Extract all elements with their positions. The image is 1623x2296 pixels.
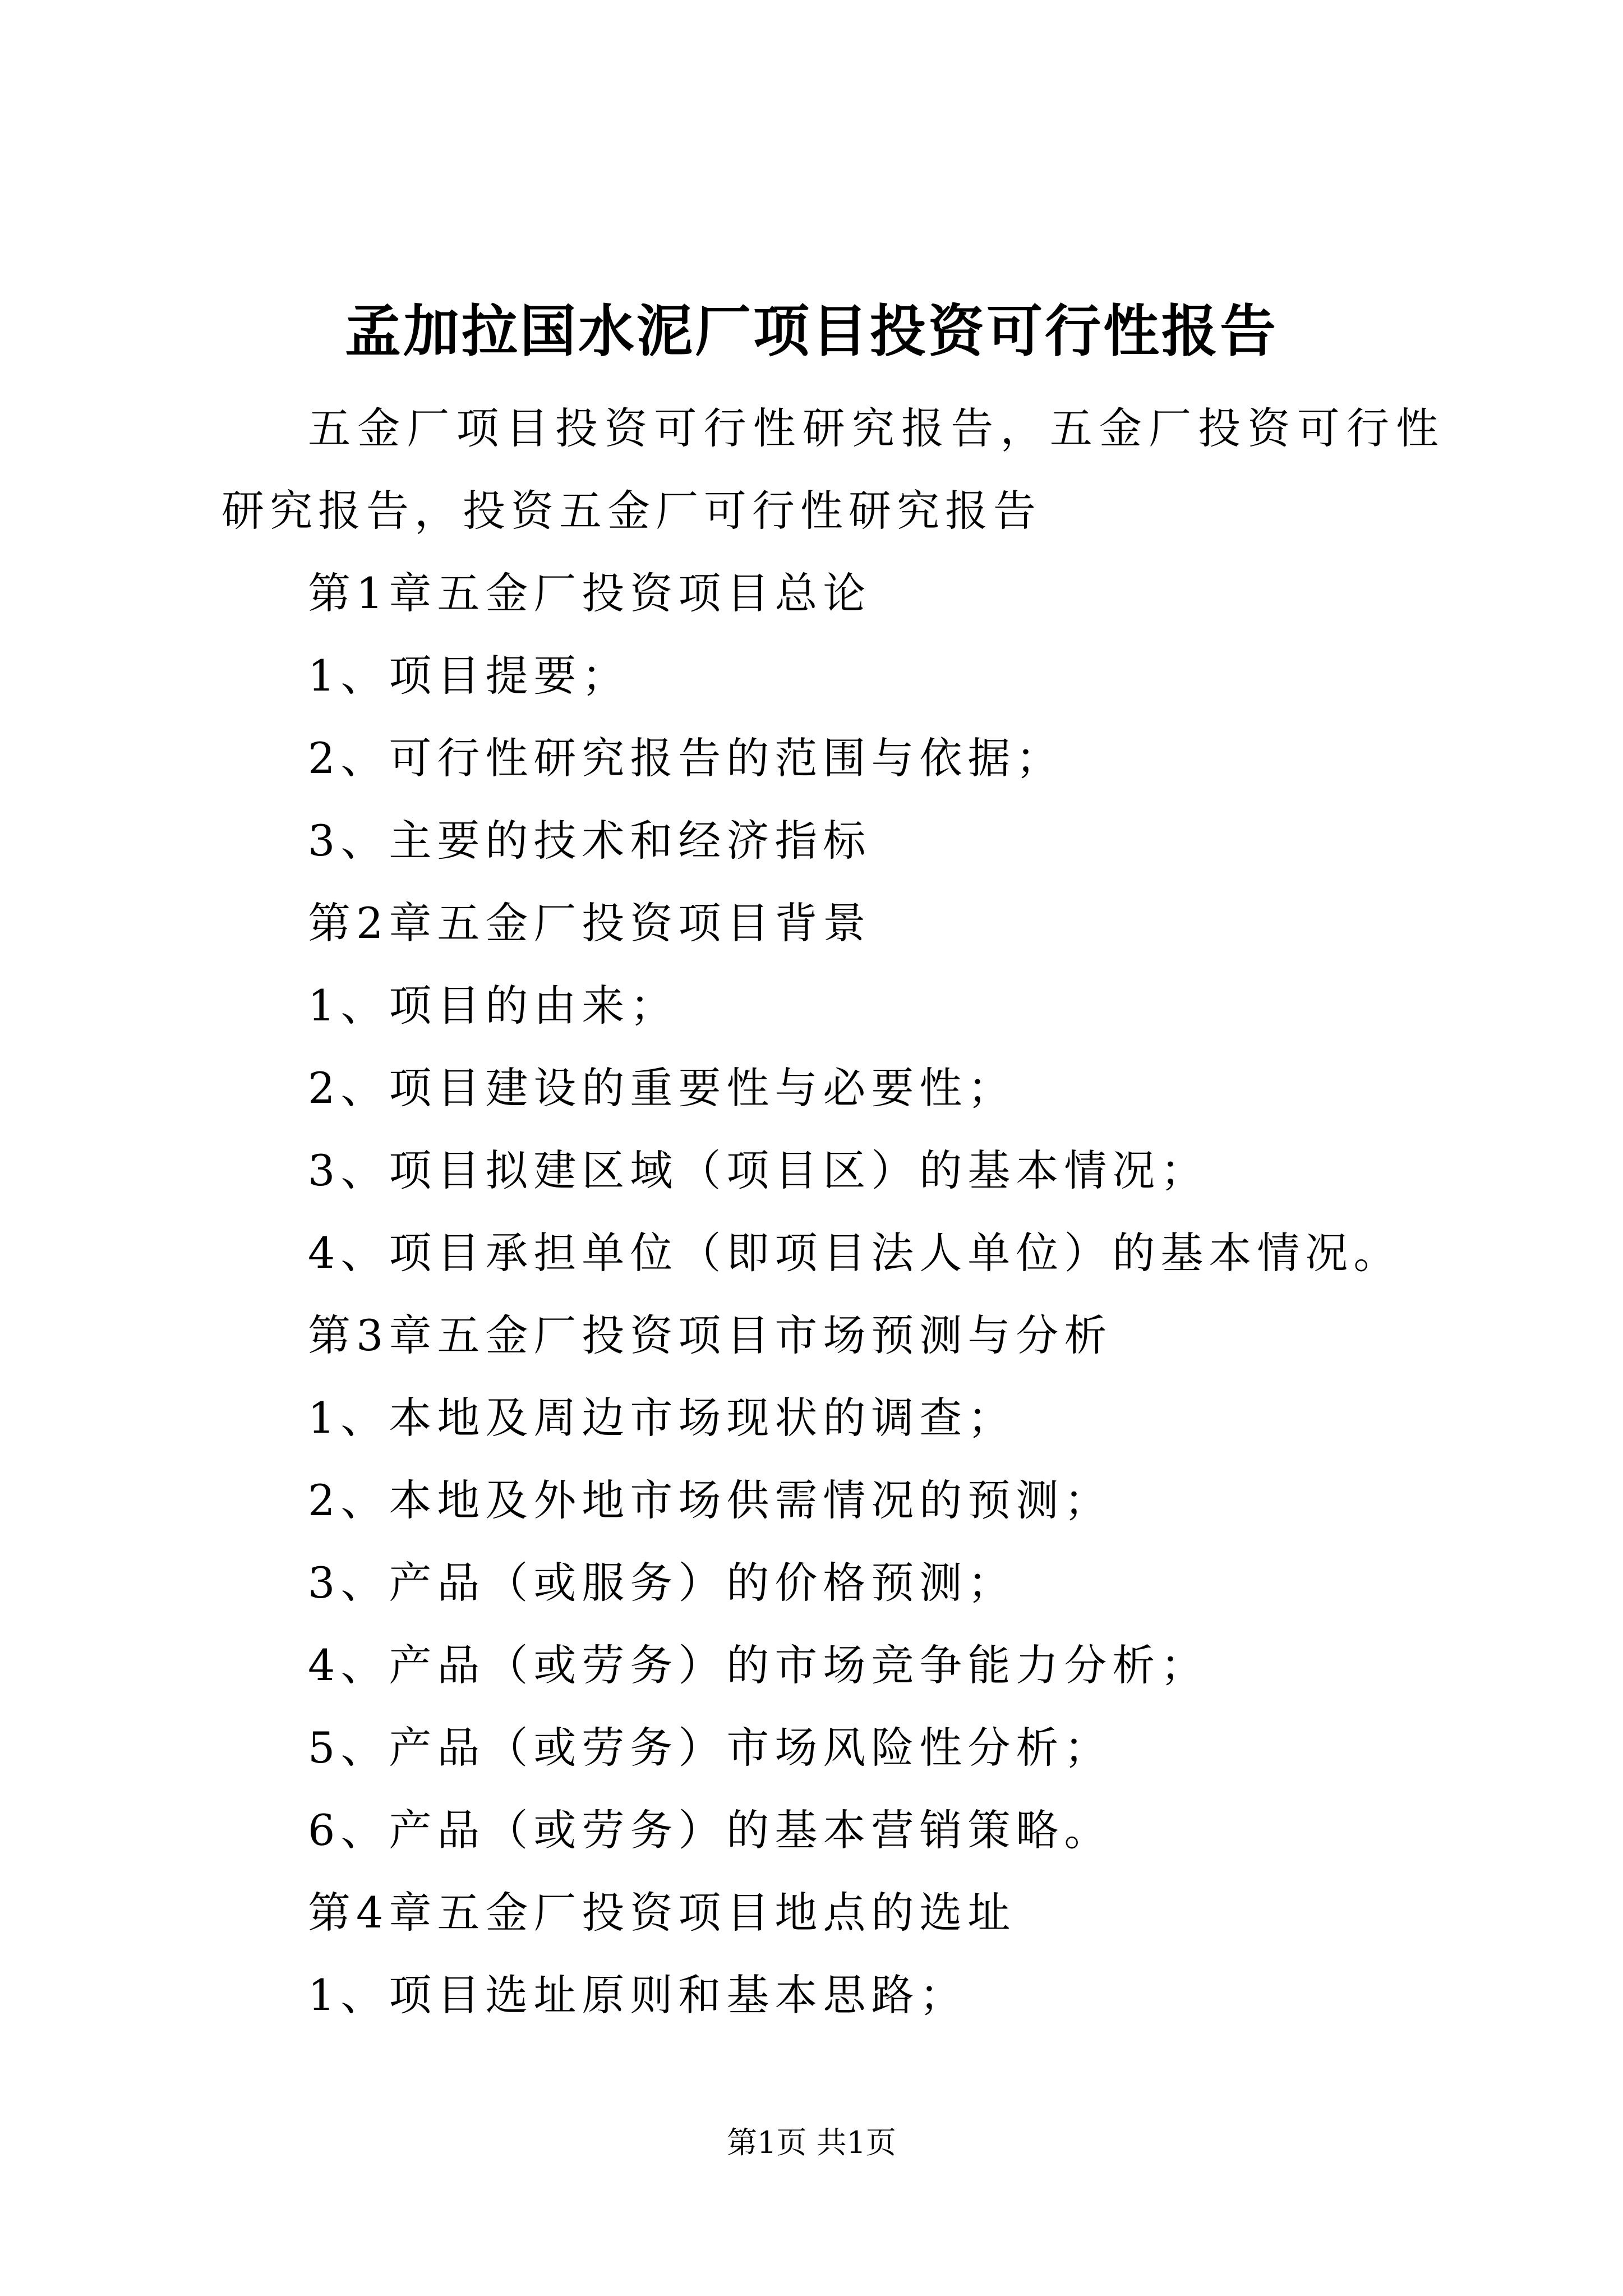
- body-line: 4、项目承担单位（即项目法人单位）的基本情况。: [308, 1228, 1402, 1278]
- body-line: 3、主要的技术和经济指标: [308, 816, 872, 866]
- body-line: 3、项目拟建区域（项目区）的基本情况；: [308, 1145, 1209, 1195]
- document-body: [222, 387, 1444, 2036]
- body-line: 3、产品（或服务）的价格预测；: [308, 1558, 1016, 1608]
- page-footer: 第1页 共1页: [727, 2125, 896, 2160]
- body-line: 5、产品（或劳务）市场风险性分析；: [308, 1723, 1113, 1773]
- body-line: 2、可行性研究报告的范围与依据；: [308, 733, 1064, 783]
- body-line: 6、产品（或劳务）的基本营销策略。: [308, 1805, 1113, 1855]
- body-line: 第4章五金厂投资项目地点的选址: [308, 1888, 1016, 1938]
- intro-paragraph: 五金厂项目投资可行性研究报告，五金厂投资可行性研究报告，投资五金厂可行性研究报告: [222, 403, 1444, 536]
- body-line: 第2章五金厂投资项目背景: [308, 898, 872, 948]
- body-line: 4、产品（或劳务）的市场竞争能力分析；: [308, 1640, 1209, 1690]
- body-line: 第1章五金厂投资项目总论: [308, 568, 872, 618]
- document-title: 孟加拉国水泥厂项目投资可行性报告: [345, 298, 1278, 364]
- body-line: 2、本地及外地市场供需情况的预测；: [308, 1475, 1113, 1525]
- body-line: 第3章五金厂投资项目市场预测与分析: [308, 1310, 1113, 1360]
- body-line: 1、本地及周边市场现状的调查；: [308, 1393, 1016, 1443]
- body-line: 1、项目的由来；: [308, 981, 679, 1030]
- body-line: 2、项目建设的重要性与必要性；: [308, 1063, 1016, 1113]
- body-line: 1、项目选址原则和基本思路；: [308, 1970, 968, 2020]
- body-line: 1、项目提要；: [308, 651, 630, 701]
